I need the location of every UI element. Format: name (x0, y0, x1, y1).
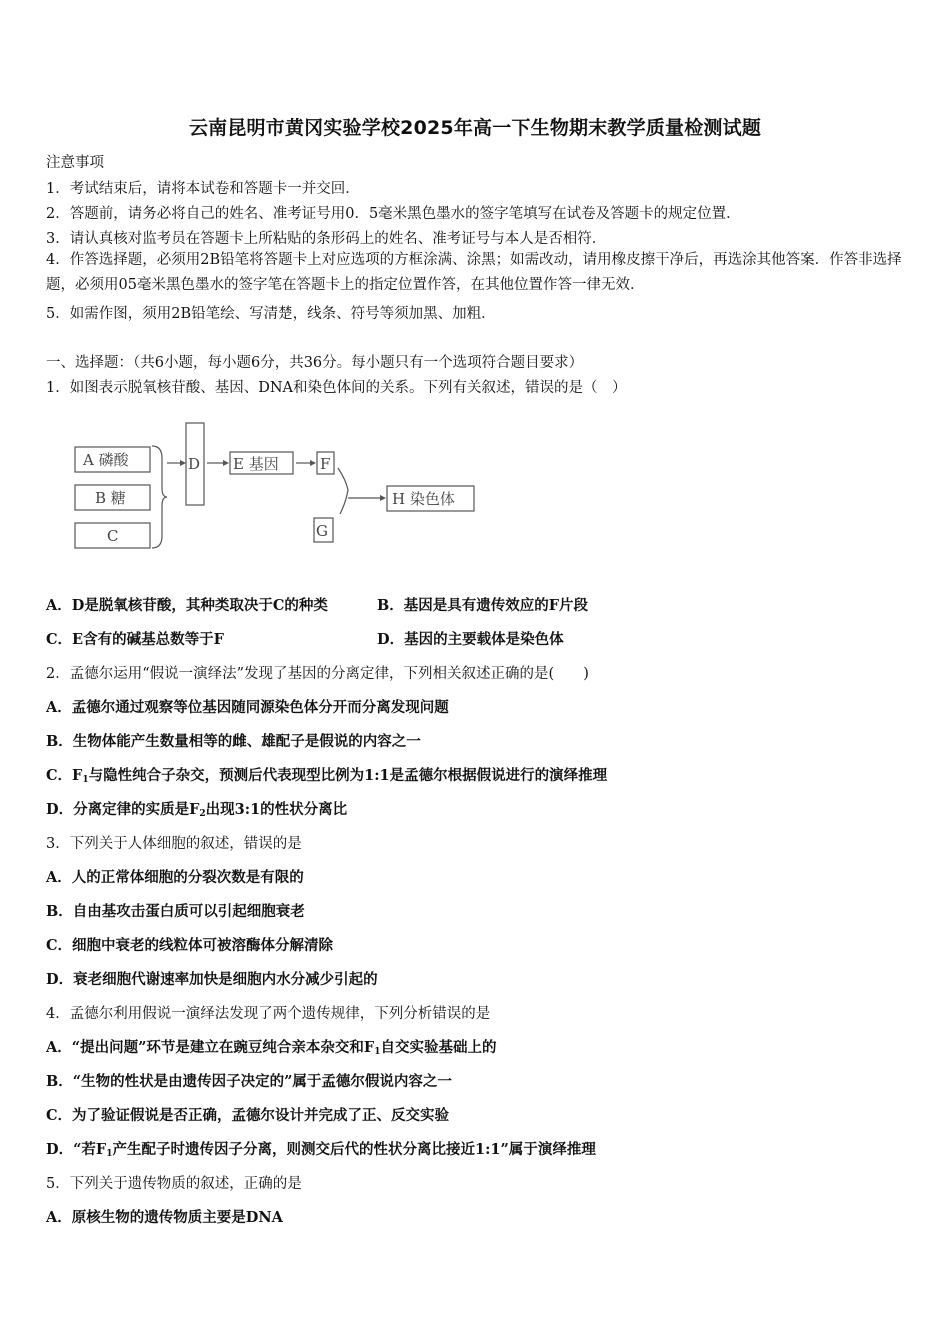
q4-option-d-sub: 1 (106, 1149, 113, 1159)
q2-stem: 2．孟德尔运用“假说一演绎法”发现了基因的分离定律，下列相关叙述正确的是( ) (46, 666, 589, 682)
q4-option-a (46, 1036, 497, 1057)
q5-option-a: A．原核生物的遗传物质主要是DNA (46, 1209, 283, 1226)
diagram-label-f: F (320, 455, 331, 473)
section-heading: 一、选择题：（共6小题，每小题6分，共36分。每小题只有一个选项符合题目要求） (46, 355, 584, 371)
notice-item-2: 2．答题前，请务必将自己的姓名、准考证号用0．5毫米黑色墨水的签字笔填写在试卷及答题卡的规定位置． (46, 206, 741, 222)
q1-option-b: B．基因是具有遗传效应的F片段 (377, 597, 589, 614)
q3-option-b: B．自由基攻击蛋白质可以引起细胞衰老 (46, 903, 305, 920)
q4-option-a-post: 自交实验基础上的 (380, 1039, 497, 1056)
q2-option-d (46, 798, 347, 819)
notice-item-3: 3．请认真核对监考员在答题卡上所粘贴的条形码上的姓名、准考证号与本人是否相符． (46, 231, 607, 247)
q4-option-c: C．为了验证假说是否正确，孟德尔设计并完成了正、反交实验 (46, 1107, 450, 1124)
diagram-label-g: G (316, 522, 328, 540)
q2-option-b: B．生物体能产生数量相等的雌、雄配子是假说的内容之一 (46, 733, 421, 750)
diagram-label-b: B 糖 (95, 489, 126, 507)
diagram-label-e: E 基因 (233, 455, 279, 473)
q3-option-c: C．细胞中衰老的线粒体可被溶酶体分解清除 (46, 937, 334, 954)
q4-option-d-pre: D．“若F (46, 1141, 107, 1158)
q2-option-c-pre: C．F (46, 767, 83, 784)
diagram-label-a: A 磷酸 (83, 451, 129, 469)
diagram-join (338, 468, 348, 514)
page-title: 云南昆明市黄冈实验学校2025年高一下生物期末教学质量检测试题 (188, 117, 762, 139)
q4-option-b: B．“生物的性状是由遗传因子决定的”属于孟德尔假说内容之一 (46, 1073, 452, 1090)
q2-option-c-post: 与隐性纯合子杂交，预测后代表现型比例为1:1是孟德尔根据假说进行的演绎推理 (88, 767, 608, 784)
q4-option-a-sub: 1 (374, 1047, 381, 1057)
q2-option-a: A．孟德尔通过观察等位基因随同源染色体分开而分离发现问题 (46, 699, 449, 716)
q3-stem: 3．下列关于人体细胞的叙述，错误的是 (46, 836, 302, 852)
notice-item-4: 4．作答选择题，必须用2B铅笔将答题卡上对应选项的方框涂满、涂黑；如需改动，请用橡皮擦干净后，再选涂其他答案．作答非选择题，必须用05毫米黑色墨水的签字笔在答题卡上的指定位置作答，在其他位置作答一律无效． (46, 252, 902, 293)
q2-option-c-sub: 1 (82, 775, 89, 785)
diagram-brace (152, 446, 167, 548)
q4-option-d-post: 产生配子时遗传因子分离，则测交后代的性状分离比接近1:1”属于演绎推理 (112, 1141, 596, 1158)
q2-option-d-sub: 2 (199, 809, 206, 819)
notice-heading: 注意事项 (46, 155, 104, 171)
q1-option-d: D．基因的主要载体是染色体 (377, 631, 564, 648)
q3-option-a: A．人的正常体细胞的分裂次数是有限的 (46, 869, 304, 886)
q4-stem: 4．孟德尔利用假说一演绎法发现了两个遗传规律，下列分析错误的是 (46, 1006, 491, 1022)
q1-stem: 1．如图表示脱氧核苷酸、基因、DNA和染色体间的关系。下列有关叙述，错误的是（ ） (46, 380, 627, 396)
q4-option-d (46, 1138, 596, 1159)
q4-option-a-pre: A．“提出问题”环节是建立在豌豆纯合亲本杂交和F (46, 1039, 375, 1056)
q2-option-d-pre: D．分离定律的实质是F (46, 801, 200, 818)
q1-option-a: A．D是脱氧核苷酸，其种类取决于C的种类 (46, 597, 328, 614)
q2-option-c (46, 764, 607, 785)
diagram-label-d: D (188, 455, 201, 473)
notice-item-1: 1．考试结束后，请将本试卷和答题卡一并交回． (46, 181, 360, 197)
q5-stem: 5．下列关于遗传物质的叙述，正确的是 (46, 1176, 302, 1192)
q3-option-d: D．衰老细胞代谢速率加快是细胞内水分减少引起的 (46, 971, 378, 988)
relationship-diagram (70, 418, 490, 558)
diagram-label-h: H 染色体 (392, 490, 455, 508)
q1-option-c: C．E含有的碱基总数等于F (46, 631, 224, 648)
notice-item-5: 5．如需作图，须用2B铅笔绘、写清楚，线条、符号等须加黑、加粗． (46, 306, 496, 322)
diagram-label-c: C (107, 527, 119, 545)
q2-option-d-post: 出现3:1的性状分离比 (205, 801, 348, 818)
